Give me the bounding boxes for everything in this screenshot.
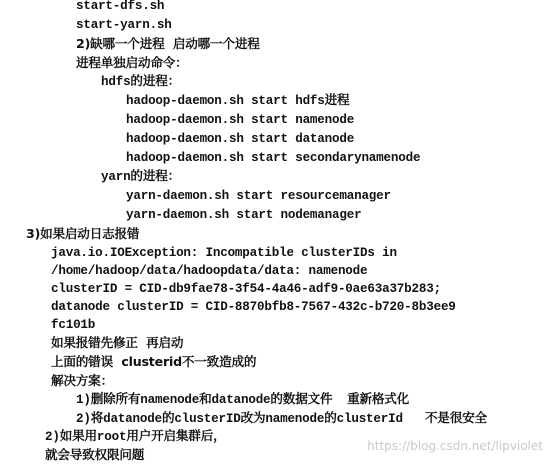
text-line: 如果报错先修正 再启动	[51, 335, 184, 350]
text-line: hadoop-daemon.sh start secondarynamenode	[126, 151, 421, 165]
text-line: start-yarn.sh	[76, 18, 172, 32]
text-line: start-dfs.sh	[76, 0, 165, 13]
text-line: 解决方案：	[51, 373, 113, 388]
text-line: 2)如果用root用户开启集群后，	[45, 430, 226, 444]
text-line: yarn-daemon.sh start nodemanager	[126, 208, 362, 222]
text-line: hdfs的进程：	[101, 75, 181, 89]
text-line: 3)如果启动日志报错	[26, 226, 140, 241]
text-line: hadoop-daemon.sh start namenode	[126, 113, 355, 127]
text-line: hadoop-daemon.sh start datanode	[126, 132, 355, 146]
text-line: clusterID = CID-db9fae78-3f54-4a46-adf9-0ae63a37b283;	[51, 282, 441, 296]
text-line: /home/hadoop/data/hadoopdata/data: namenode	[51, 264, 368, 278]
text-line: hadoop-daemon.sh start hdfs进程	[126, 94, 350, 108]
text-line: yarn-daemon.sh start resourcemanager	[126, 189, 391, 203]
text-line: 就会导致权限问题	[45, 447, 145, 462]
text-line: 上面的错误 clusterid不一致造成的	[51, 354, 257, 369]
text-line: fc101b	[51, 318, 96, 332]
text-line: 2)将datanode的clusterID改为namenode的clusterId 不是很安全	[76, 412, 487, 426]
text-line: java.io.IOException: Incompatible clusterIDs in	[51, 246, 397, 260]
text-line: 1)删除所有namenode和datanode的数据文件 重新格式化	[76, 393, 410, 407]
text-line: 进程单独启动命令：	[76, 55, 188, 70]
csdn-watermark: https://blog.csdn.net/lipviolet	[367, 439, 543, 453]
text-line: yarn的进程：	[101, 170, 181, 184]
text-line: 2)缺哪一个进程 启动哪一个进程	[76, 36, 260, 51]
text-line: datanode clusterID = CID-8870bfb8-7567-432c-b720-8b3ee9	[51, 300, 456, 314]
